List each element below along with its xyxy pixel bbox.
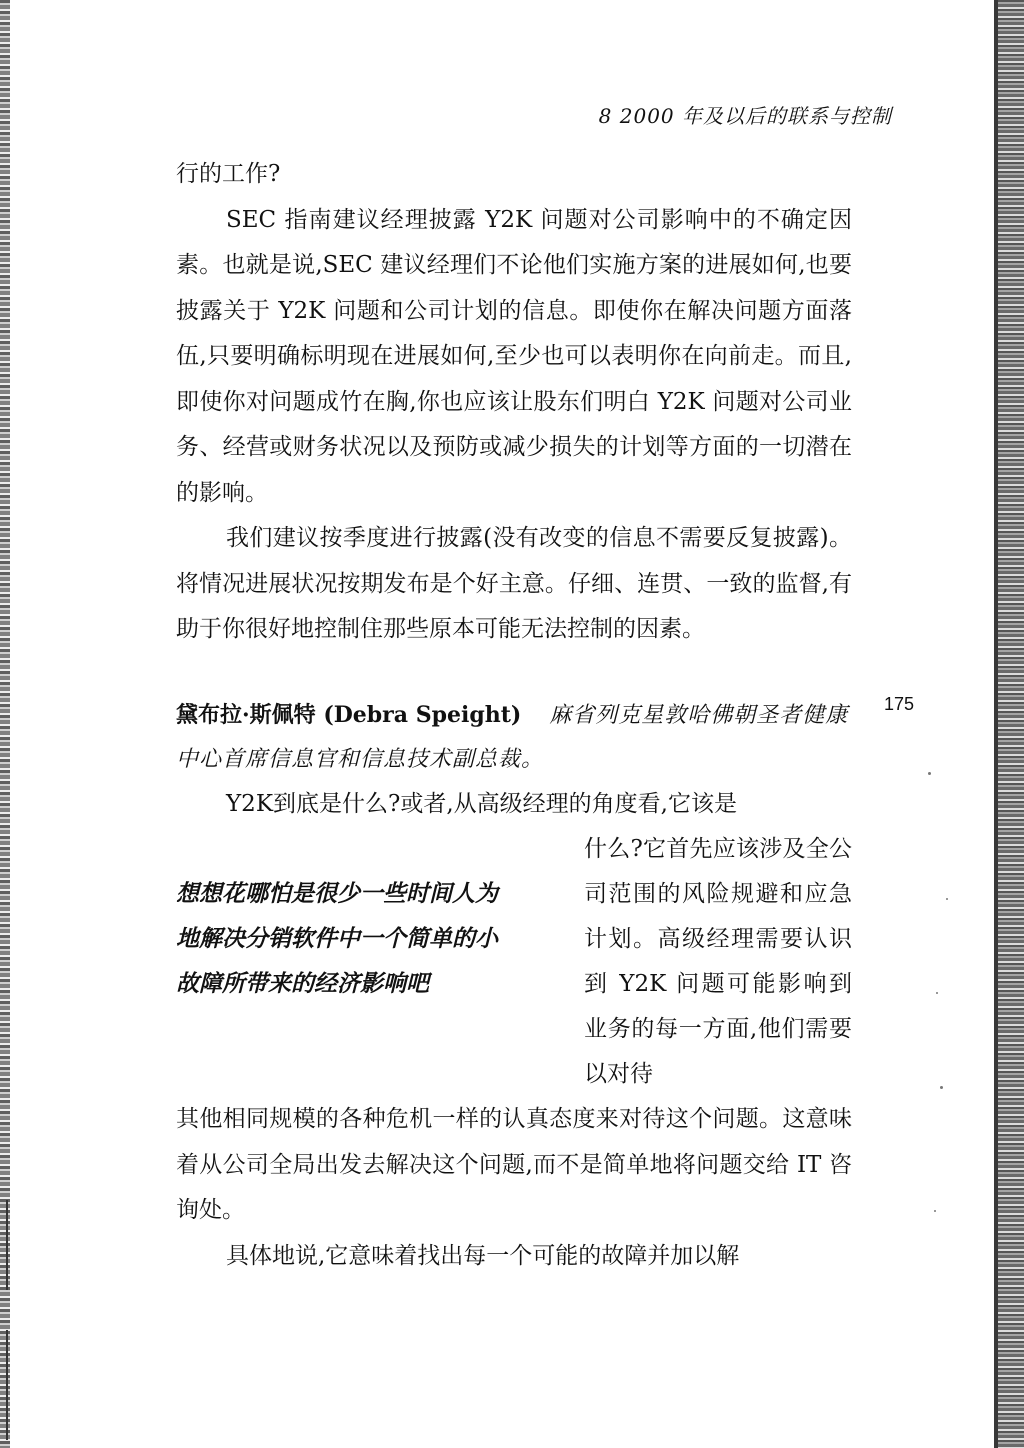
page-body [176,152,852,1279]
pull-quote: 想想花哪怕是很少一些时间人为地解决分销软件中一个简单的小故障所带来的经济影响吧 [176,880,498,997]
scan-speck [934,1210,936,1212]
scan-edge-left [0,0,10,1448]
running-head: 8 2000 年及以后的联系与控制 [598,104,892,128]
pull-quote-wrap-zone [176,827,852,1097]
paragraph-company-wide: 其他相同规模的各种危机一样的认真态度来对待这个问题。这意味着从公司全局出发去解决这个问题,而不是简单地将问题交给 IT 咨询处。 [176,1106,852,1223]
scan-speck [946,898,948,900]
paragraph-sec-guidance: SEC 指南建议经理披露 Y2K 问题对公司影响中的不确定因素。也就是说,SEC 建议经理们不论他们实施方案的进展如何,也要披露关于 Y2K 问题和公司计划的信息。即使你在解决问题方面落伍,只要明确标明现在进展如何,至少也可以表明你在向前走。而且,即使你对问题成竹在胸,你也应该让股东们明白 Y2K 问题对公司业务、经营或财务状况以及预防或减少损失的计划等方面的一切潜在的影响。 [176,206,852,506]
scan-edge-right [998,0,1024,1448]
interviewee-name: 黛布拉·斯佩特 (Debra Speight) [176,701,522,728]
paragraph-quarterly-disclosure: 我们建议按季度进行披露(没有改变的信息不需要反复披露)。将情况进展状况按期发布是个好主意。仔细、连贯、一致的监督,有助于你很好地控制住那些原本可能无法控制的因素。 [176,525,852,642]
scan-speck [940,1086,943,1089]
page-number: 175 [884,694,915,714]
paragraph-continuation: 行的工作? [176,161,281,187]
section-spacer [176,653,852,693]
scan-mark [6,1200,8,1290]
paragraph-specifically: 具体地说,它意味着找出每一个可能的故障并加以解 [226,1242,740,1269]
interviewee-title: 麻省列克星敦哈佛朝圣者健康中心首席信息官和信息技术副总裁。 [176,702,849,772]
scan-speck [936,992,938,994]
interviewee-block [176,693,852,782]
scan-mark [6,1330,8,1440]
paragraph-question: Y2K到底是什么?或者,从高级经理的角度看,它该是 [226,790,737,817]
wrapped-text-column: 什么?它首先应该涉及全公司范围的风险规避和应急计划。高级经理需要认识到 Y2K 问题可能影响到业务的每一方面,他们需要以对待 [584,836,852,1087]
scan-speck [928,772,931,775]
